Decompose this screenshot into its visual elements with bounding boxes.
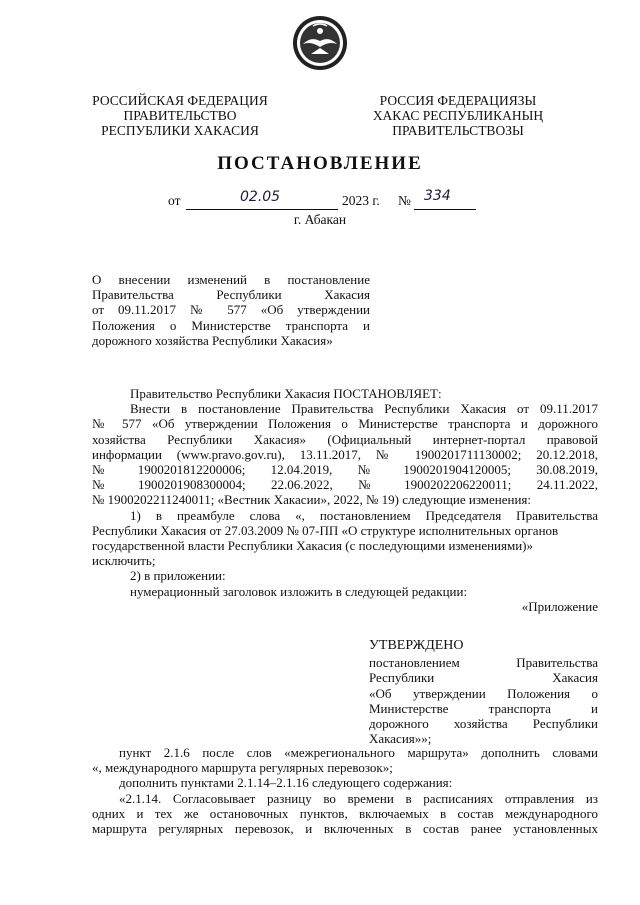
approved-heading: УТВЕРЖДЕНО: [369, 638, 464, 653]
approved-line: Министерстве транспорта и: [369, 700, 598, 716]
body-line: «, международного маршрута регулярных перевозок»;: [92, 760, 393, 776]
approved-line: Хакасия»»;: [369, 731, 432, 747]
body-line: маршрута регулярных перевозок, и включенных в состав ранее установленных: [92, 821, 598, 837]
body-line: пункт 2.1.6 после слов «межрегионального маршрута» дополнить словами: [119, 745, 598, 760]
header-left-line: РЕСПУБЛИКИ ХАКАСИЯ: [101, 123, 259, 138]
number-handwritten: 334: [424, 188, 451, 204]
header-left: [82, 93, 278, 138]
subject-line: дорожного хозяйства Республики Хакасия»: [92, 332, 333, 348]
header-left-line: РОССИЙСКАЯ ФЕДЕРАЦИЯ: [92, 93, 268, 108]
body-line: № 577 «Об утверждении Положения о Министерстве транспорта и дорожного: [92, 416, 598, 432]
body-line: одних и тех же остановочных пунктов, включаемых в состав международного: [92, 805, 598, 821]
header-right-line: РОССИЯ ФЕДЕРАЦИЯЗЫ: [379, 93, 537, 108]
body-line: нумерационный заголовок изложить в следующей редакции:: [130, 583, 468, 599]
body-line: исключить;: [92, 553, 156, 569]
body-line: государственной власти Республики Хакасия (с последующими изменениями)»: [92, 538, 534, 554]
date-prefix: от: [168, 193, 181, 208]
body-line: № 1900202211240011; «Вестник Хакасии», 2022, № 19) следующие изменения:: [92, 492, 532, 508]
body-line: Республики Хакасия от 27.03.2009 № 07-ПП «О структуре исполнительных органов: [92, 522, 559, 538]
approved-line: дорожного хозяйства Республики: [369, 716, 598, 732]
date-handwritten: 02.05: [240, 189, 281, 205]
approved-line: постановлением Правительства: [369, 655, 598, 671]
body-line: № 1900201812200006; 12.04.2019, № 1900201904120005; 30.08.2019,: [92, 462, 598, 478]
subject-line: Положения о Министерстве транспорта и: [92, 317, 370, 333]
body-line: № 1900201908300004; 22.06.2022, № 1900202206220011; 24.11.2022,: [92, 477, 598, 493]
subject-line: от 09.11.2017 № 577 «Об утверждении: [92, 302, 370, 318]
header-right-line: ХАКАС РЕСПУБЛИКАНЫҢ: [372, 108, 544, 123]
body-line: хозяйства Республики Хакасия» (Официальный интернет-портал правовой: [92, 431, 598, 447]
body-line: дополнить пунктами 2.1.14–2.1.16 следующего содержания:: [119, 775, 453, 791]
subject-line: Правительства Республики Хакасия: [92, 287, 370, 303]
header-left-line: ПРАВИТЕЛЬСТВО: [123, 108, 237, 123]
subject-block: [92, 272, 370, 348]
date-year: 2023 г.: [342, 193, 380, 208]
city-line: г. Абакан: [293, 212, 347, 227]
number-sign: №: [398, 193, 411, 208]
subject-line: О внесении изменений в постановление: [92, 272, 370, 287]
approved-line: Республики Хакасия: [369, 670, 598, 686]
header-right: [360, 93, 556, 138]
approved-line: «Об утверждении Положения о: [369, 685, 598, 701]
document-title: ПОСТАНОВЛЕНИЕ: [217, 153, 423, 174]
body-text: [92, 386, 598, 614]
body-line: информации (www.pravo.gov.ru), 13.11.2017, № 1900201711130002; 20.12.2018,: [92, 446, 598, 462]
coat-of-arms-emblem: [291, 14, 349, 72]
header-right-line: ПРАВИТЕЛЬСТВОЗЫ: [392, 123, 524, 138]
date-number-line: [168, 188, 488, 211]
body-line: 2) в приложении:: [130, 568, 226, 584]
body-text-continued: [92, 745, 598, 836]
body-line: Правительство Республики Хакасия ПОСТАНОВЛЯЕТ:: [130, 386, 442, 401]
body-line: «2.1.14. Согласовывает разницу во времени в расписаниях отправления из: [119, 790, 598, 806]
body-line: Внести в постановление Правительства Республики Хакасия от 09.11.2017: [130, 401, 598, 417]
approved-block: [369, 638, 598, 746]
body-line: «Приложение: [521, 598, 598, 614]
body-line: 1) в преамбуле слова «, постановлением Председателя Правительства: [130, 507, 598, 523]
